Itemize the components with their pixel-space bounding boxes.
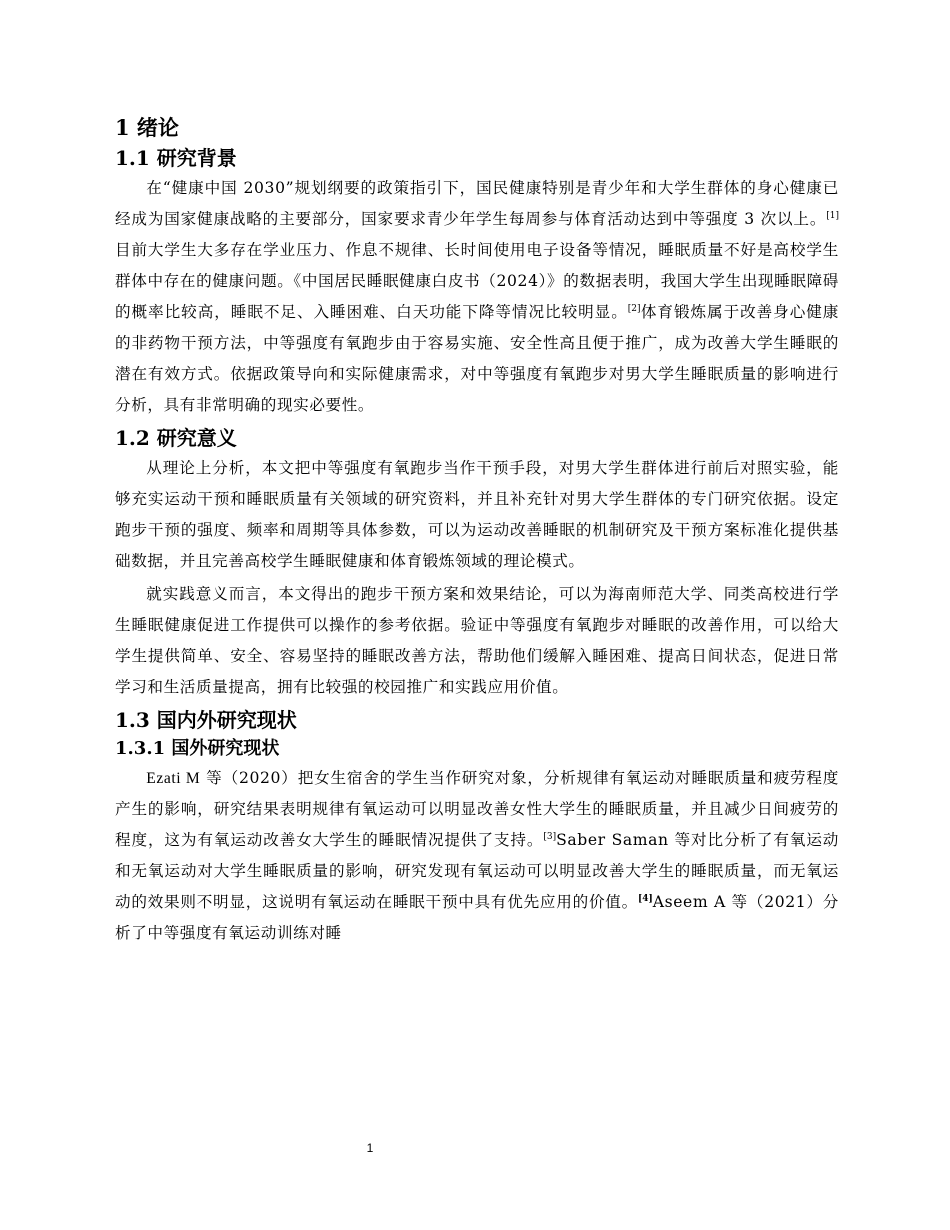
text-segment: Aseem A 等（2021）分析了中等强度有氧运动训练对睡 [115,893,840,942]
page-content [115,113,839,951]
section-heading-background: 1.1 研究背景 [115,146,237,170]
citation-ref: [2] [627,303,641,314]
text-segment: 等（2020）把女生宿舍的学生当作研究对象，分析规律有氧运动对睡眠质量和疲劳程度产生的影响，研究结果表明规律有氧运动可以明显改善女性大学生的睡眠质量，并且减少日间疲劳的程度，这为有氧运动改善女大学生的睡眠情况提供了支持。 [115,769,839,849]
subsection-heading-foreign: 1.3.1 国外研究现状 [115,738,280,759]
paragraph-practical: 就实践意义而言，本文得出的跑步干预方案和效果结论，可以为海南师范大学、同类高校进行学生睡眠健康促进工作提供可以操作的参考依据。验证中等强度有氧跑步对睡眠的改善作用，可以给大学生提供简单、安全、容易坚持的睡眠改善方法，帮助他们缓解入睡困难、提高日间状态，促进日常学习和生活质量提高，拥有比较强的校园推广和实践应用价值。 [115,585,839,696]
text-segment: 在“健康中国 2030”规划纲要的政策指引下，国民健康特别是青少年和大学生群体的身心健康已经成为国家健康战略的主要部分，国家要求青少年学生每周参与体育活动达到中等强度 3 次以上。 [115,179,839,228]
paragraph-foreign-research [115,763,839,949]
text-segment: 体育锻炼属于改善身心健康的非药物干预方法，中等强度有氧跑步由于容易实施、安全性高且便于推广，成为改善大学生睡眠的潜在有效方式。依据政策导向和实际健康需求，对中等强度有氧跑步对男大学生睡眠质量的影响进行分析，具有非常明确的现实必要性。 [115,303,840,414]
citation-ref: [1] [826,210,839,221]
citation-ref: [3] [543,831,557,842]
chapter-heading: 1 绪论 [115,115,179,140]
section-heading-research-status: 1.3 国内外研究现状 [115,708,297,732]
citation-ref: [4] [637,893,653,904]
paragraph-background [115,173,839,421]
text-segment: 目前大学生大多存在学业压力、作息不规律、长时间使用电子设备等情况，睡眠质量不好是高校学生群体中存在的健康问题。《中国居民睡眠健康白皮书（2024）》的数据表明，我国大学生出现睡眠障碍的概率比较高，睡眠不足、入睡困难、白天功能下降等情况比较明显。 [115,241,839,321]
section-heading-significance: 1.2 研究意义 [115,426,237,450]
author-name: Ezati M [146,770,201,787]
text-segment: Saber Saman 等对比分析了有氧运动和无氧运动对大学生睡眠质量的影响，研究发现有氧运动可以明显改善大学生的睡眠质量，而无氧运动的效果则不明显，这说明有氧运动在睡眠干预中具有优先应用的价值。 [115,831,839,911]
page-number: 1 [366,1141,374,1155]
paragraph-theoretical: 从理论上分析，本文把中等强度有氧跑步当作干预手段，对男大学生群体进行前后对照实验，能够充实运动干预和睡眠质量有关领域的研究资料，并且补充针对男大学生群体的专门研究依据。设定跑步干预的强度、频率和周期等具体参数，可以为运动改善睡眠的机制研究及干预方案标准化提供基础数据，并且完善高校学生睡眠健康和体育锻炼领域的理论模式。 [115,459,839,570]
